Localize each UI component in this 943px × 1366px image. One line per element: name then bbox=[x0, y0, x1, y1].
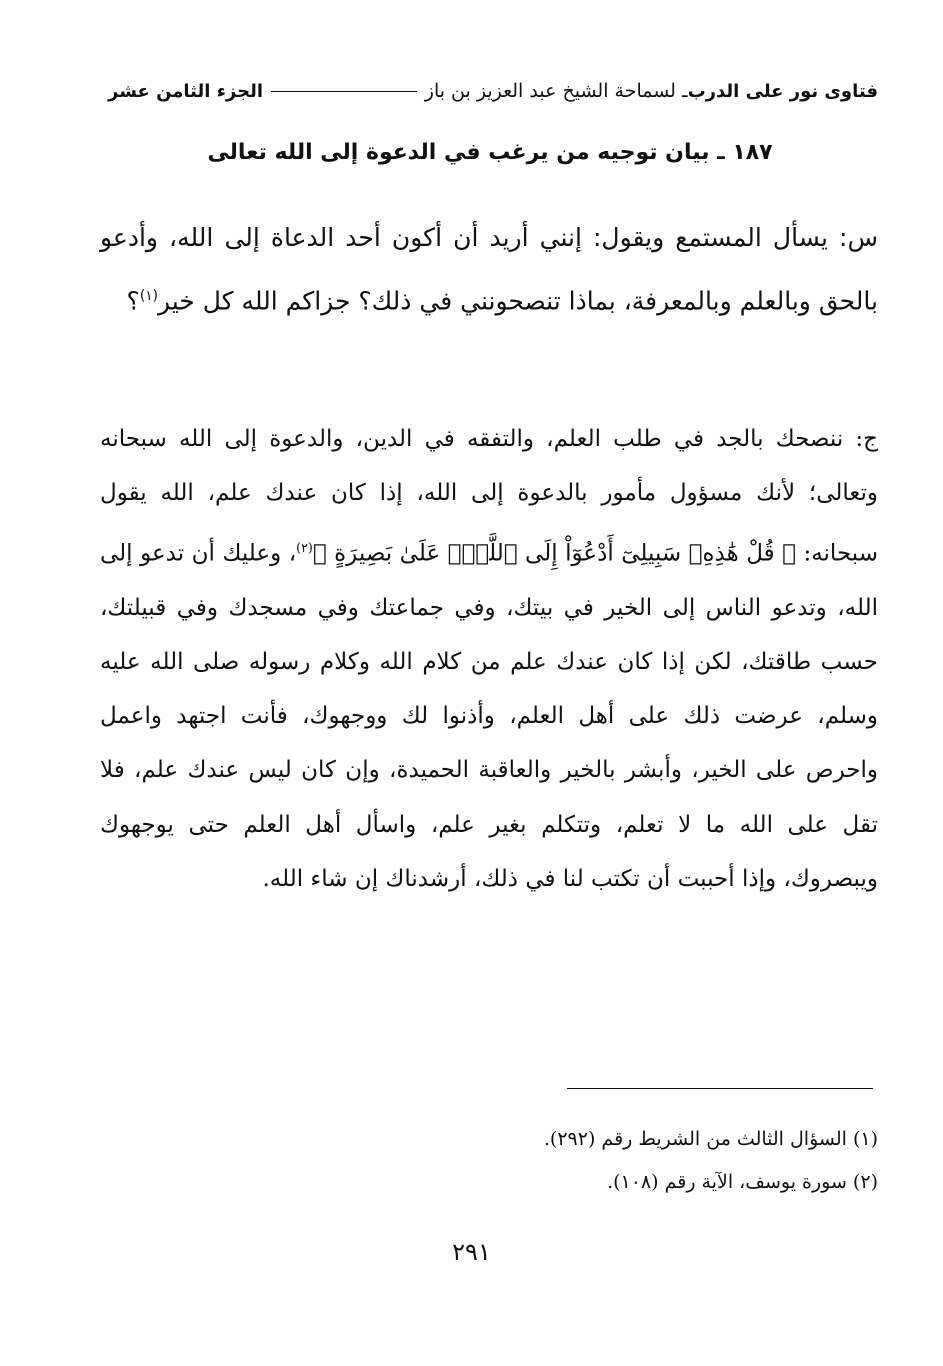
answer-part-2: ، وعليك أن تدعو إلى الله، وتدعو الناس إلى الخير في بيتك، وفي جماعتك وفي مسجدك وفي قبيلتك، حسب طاقتك، لكن إذا كان عندك علم من كلام الله وكلام رسوله صلى الله عليه وسلم، عرضت ذلك على أهل العلم، وأذنوا لك ووجهوك، فأنت اجتهد واعمل واحرص على الخير، وأبشر بالخير والعاقبة الحميدة، وإن كان ليس عندك علم، فلا تقل على الله ما لا تعلم، وتتكلم بغير علم، واسأل أهل العلم حتى يوجهوك ويبصروك، وإذا أحببت أن تكتب لنا في ذلك، أرشدناك إن شاء الله. bbox=[100, 540, 878, 893]
footnote-1: (١) السؤال الثالث من الشريط رقم (٢٩٢). bbox=[543, 1128, 878, 1150]
part-label: الجزء الثامن عشر bbox=[108, 80, 264, 102]
running-header bbox=[108, 80, 878, 102]
author-name: ـ لسماحة الشيخ عبد العزيز بن باز bbox=[424, 80, 688, 102]
footnote-2: (٢) سورة يوسف، الآية رقم (١٠٨). bbox=[607, 1171, 878, 1193]
footnote-marker-2[interactable]: (٢) bbox=[296, 539, 313, 555]
question-end-mark: ؟ bbox=[126, 286, 140, 316]
book-title: فتاوى نور على الدرب bbox=[687, 80, 878, 102]
answer-paragraph bbox=[100, 412, 878, 906]
answer-text bbox=[100, 412, 878, 906]
footnote-separator bbox=[567, 1088, 873, 1089]
chapter-title: ١٨٧ ـ بيان توجيه من يرغب في الدعوة إلى الله تعالى bbox=[207, 140, 773, 165]
question-text: س: يسأل المستمع ويقول: إنني أريد أن أكون أحد الدعاة إلى الله، وأدعو بالحق وبالعلم وبالمعرفة، بماذا تنصحونني في ذلك؟ جزاكم الله كل خير bbox=[100, 223, 878, 316]
footnotes bbox=[100, 1118, 878, 1204]
footnote-marker-1[interactable]: (١) bbox=[139, 288, 158, 304]
page-number: ٢٩١ bbox=[452, 1238, 491, 1266]
answer-part-1: ج: ننصحك بالجد في طلب العلم، والتفقه في الدين، والدعوة إلى الله سبحانه وتعالى؛ لأنك مسؤول مأمور بالدعوة إلى الله، إذا كان عندك علم، الله يقول سبحانه: ﴿ قُلْ هَٰذِهِۦ سَبِيلِىٓ أَدْعُوٓاْ إِلَى ٱللَّهِۚ عَلَىٰ بَصِيرَةٍ ﴾ bbox=[100, 426, 879, 567]
question-paragraph bbox=[100, 208, 878, 330]
header-rule bbox=[271, 91, 417, 92]
